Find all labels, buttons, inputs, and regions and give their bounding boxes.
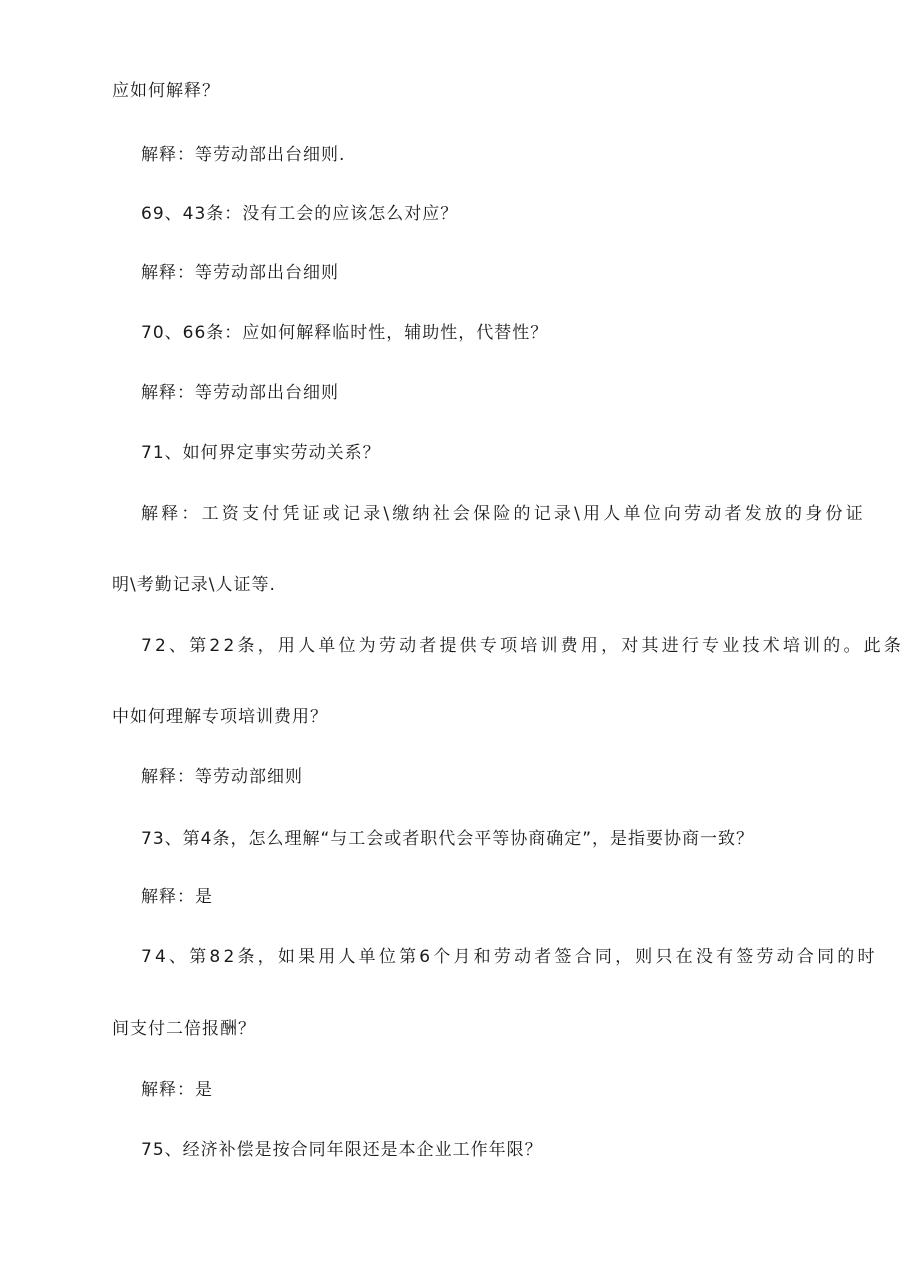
answer-71-line-1: 解释：工资支付凭证或记录\缴纳社会保险的记录\用人单位向劳动者发放的身份证	[141, 504, 866, 524]
question-70: 70、66条：应如何解释临时性，辅助性，代替性？	[141, 323, 549, 343]
answer-69: 解释：等劳动部出台细则	[141, 263, 339, 283]
question-71: 71、如何界定事实劳动关系？	[141, 443, 381, 463]
answer-68: 解释：等劳动部出台细则.	[141, 145, 346, 165]
question-69: 69、43条：没有工会的应该怎么对应？	[141, 204, 459, 224]
question-72-line-2: 中如何理解专项培训费用？	[112, 707, 328, 727]
question-75: 75、经济补偿是按合同年限还是本企业工作年限？	[141, 1140, 543, 1160]
answer-71-line-2: 明\考勤记录\人证等.	[112, 575, 276, 595]
answer-74: 解释：是	[141, 1080, 213, 1100]
answer-70: 解释：等劳动部出台细则	[141, 383, 339, 403]
question-73: 73、第4条，怎么理解“与工会或者职代会平等协商确定”，是指要协商一致？	[141, 829, 755, 849]
answer-72: 解释：等劳动部细则	[141, 767, 303, 787]
answer-73: 解释：是	[141, 887, 213, 907]
question-72-line-1: 72、第22条，用人单位为劳动者提供专项培训费用，对其进行专业技术培训的。此条	[141, 636, 905, 656]
question-74-line-2: 间支付二倍报酬？	[112, 1019, 256, 1039]
question-continuation: 应如何解释？	[112, 81, 220, 101]
question-74-line-1: 74、第82条，如果用人单位第6个月和劳动者签合同，则只在没有签劳动合同的时	[141, 947, 878, 967]
